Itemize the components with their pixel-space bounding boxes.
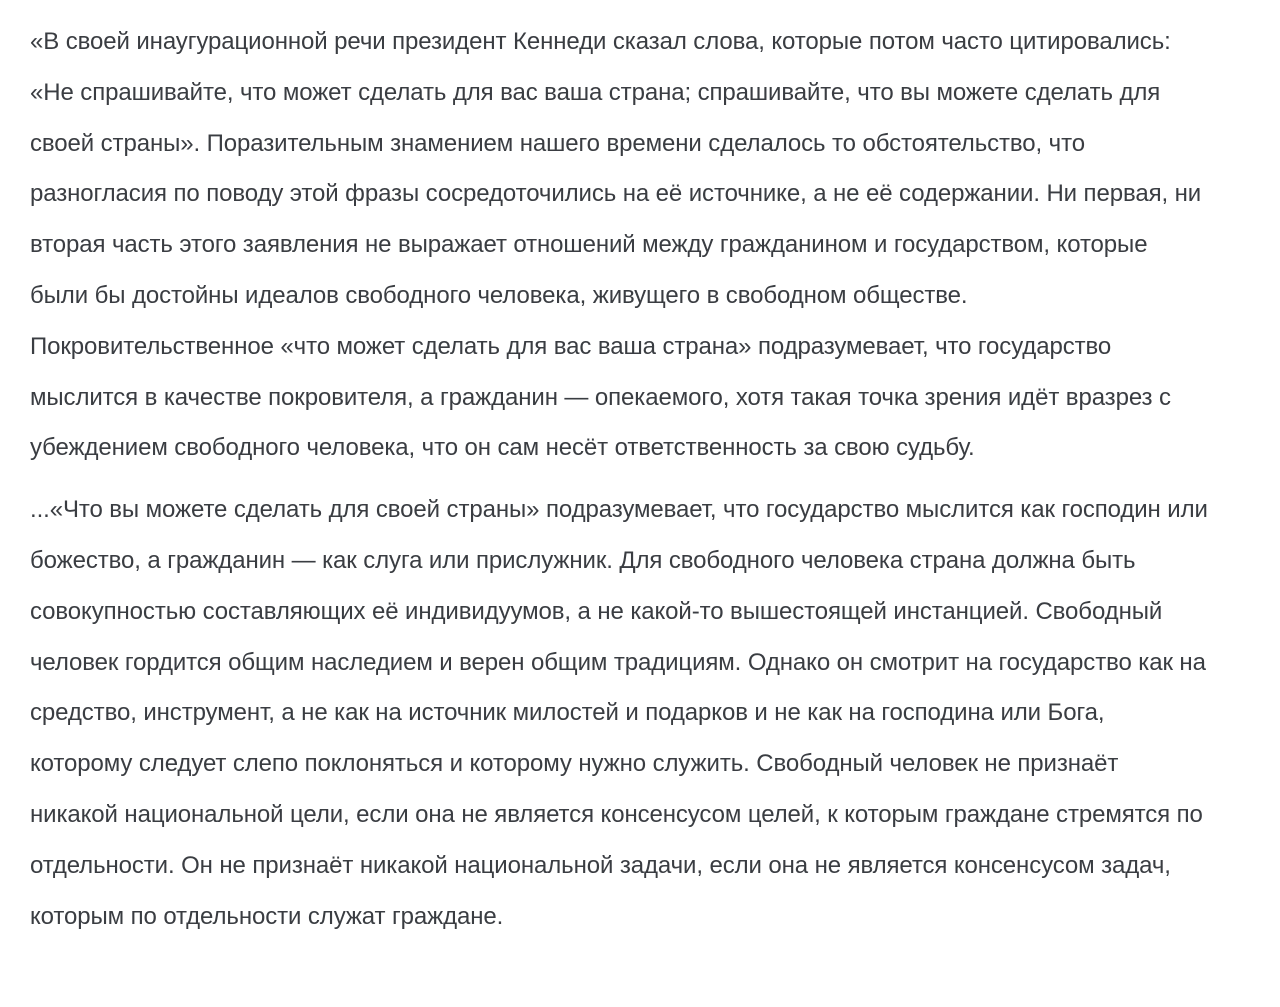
article-body bbox=[30, 17, 1210, 942]
article-paragraph-1: «В своей инаугурационной речи президент Кеннеди сказал слова, которые потом часто цитировались: «Не спрашивайте, что может сделать для вас ваша страна; спрашивайте, что вы можете сделать для своей страны». Поразительным знамением нашего времени сделалось то обстоятельство, что разногласия по поводу этой фразы сосредоточились на её источнике, а не её содержании. Ни первая, ни вторая часть этого заявления не выражает отношений между гражданином и государством, которые были бы достойны идеалов свободного человека, живущего в свободном обществе. Покровительственное «что может сделать для вас ваша страна» подразумевает, что государство мыслится в качестве покровителя, а гражданин — опекаемого, хотя такая точка зрения идёт вразрез с убеждением свободного человека, что он сам несёт ответственность за свою судьбу. bbox=[30, 28, 1202, 462]
article-paragraph-2: ...«Что вы можете сделать для своей страны» подразумевает, что государство мыслится как господин или божество, а гражданин — как слуга или прислужник. Для свободного человека страна должна быть совокупностью составляющих её индивидуумов, а не какой-то вышестоящей инстанцией. Свободный человек гордится общим наследием и верен общим традициям. Однако он смотрит на государство как на средство, инструмент, а не как на источник милостей и подарков и не как на господина или Бога, которому следует слепо поклоняться и которому нужно служить. Свободный человек не признаёт никакой национальной цели, если она не является консенсусом целей, к которым граждане стремятся по отдельности. Он не признаёт никакой национальной задачи, если она не является консенсусом задач, которым по отдельности служат граждане. bbox=[30, 496, 1208, 930]
